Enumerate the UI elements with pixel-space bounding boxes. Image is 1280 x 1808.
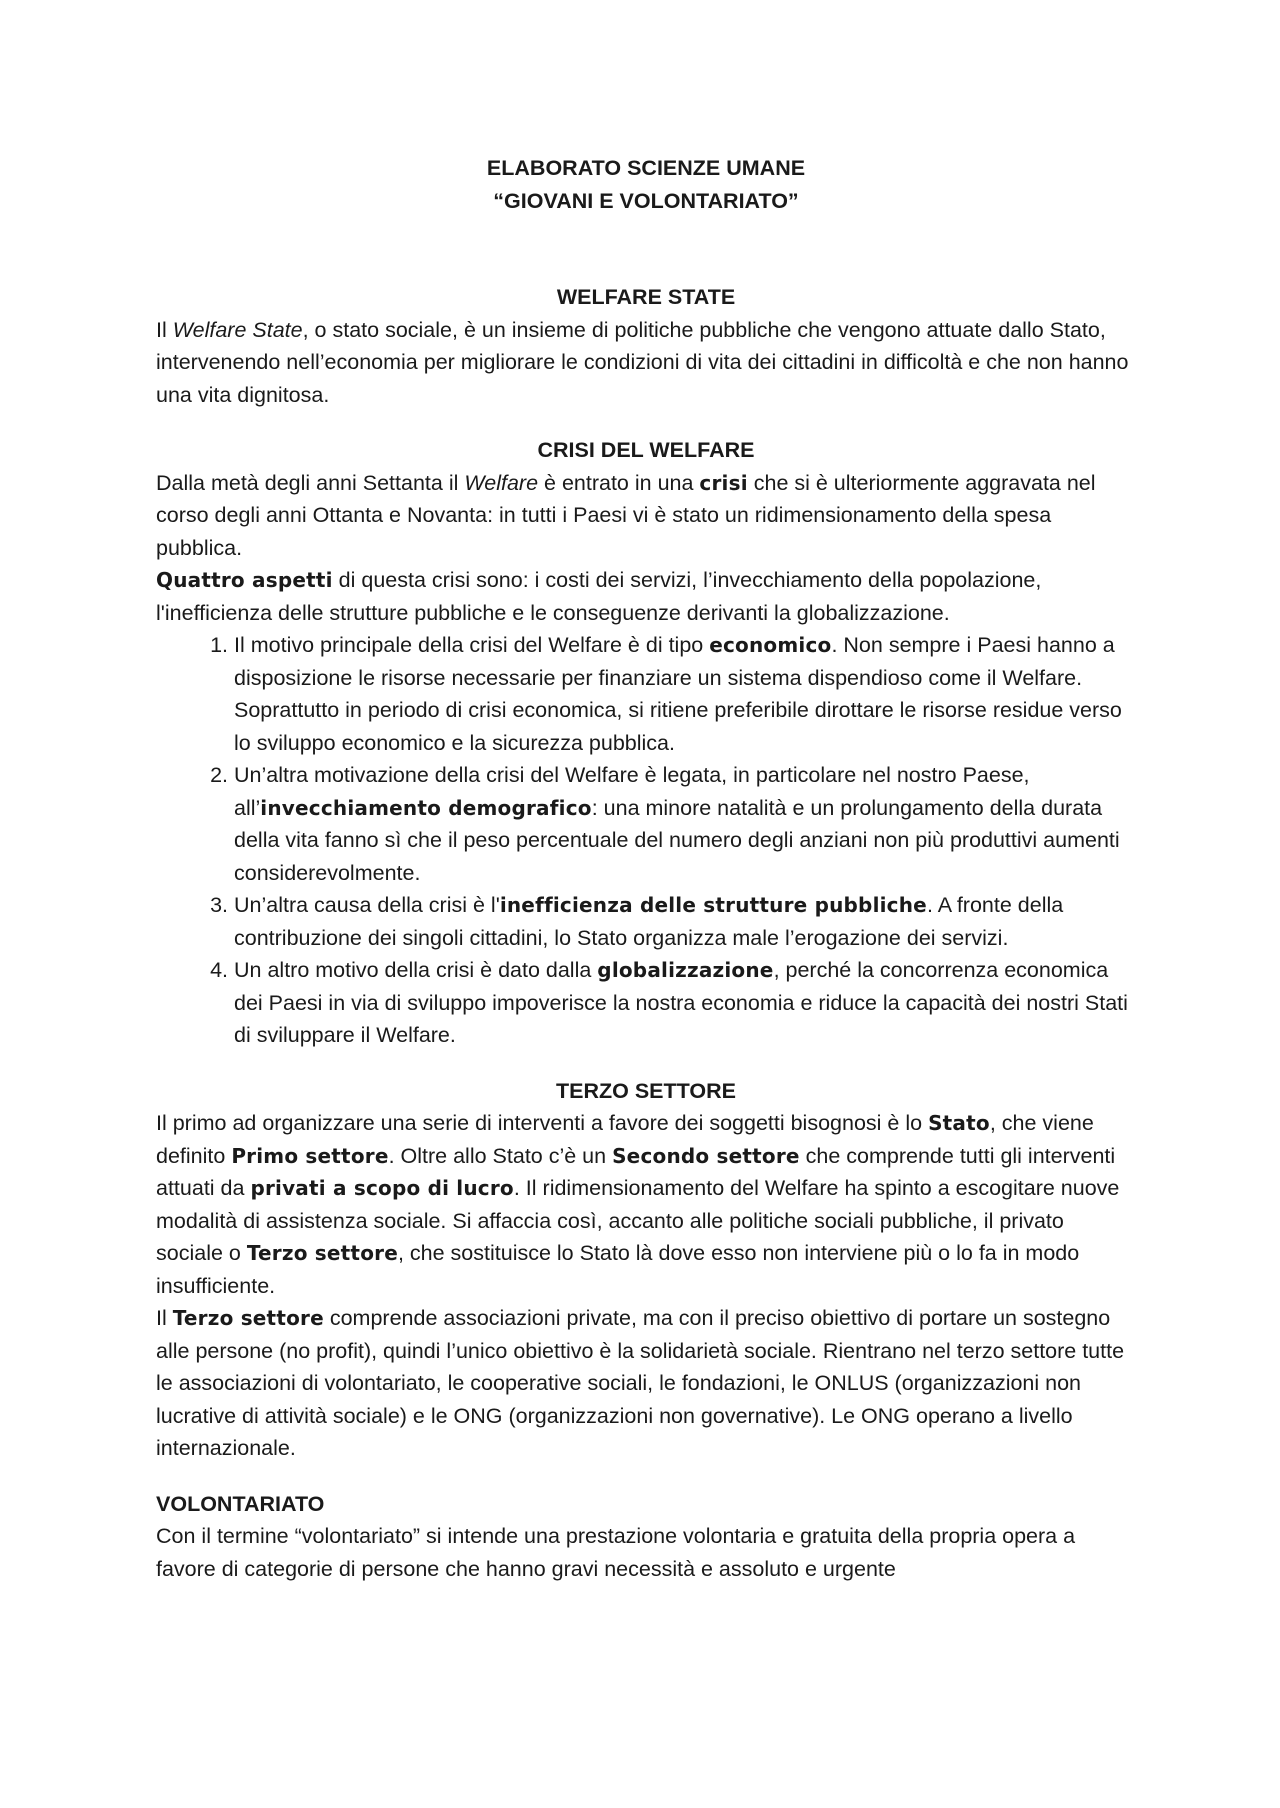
paragraph-terzo-1: Il primo ad organizzare una serie di interventi a favore dei soggetti bisognosi è lo Stato, che viene definito Primo settore. Oltre allo Stato c’è un Secondo settore che comprende tutti gli interventi attuati da privati a scopo di lucro. Il ridimensionamento del Welfare ha spinto a escogitare nuove modalità di assistenza sociale. Si affaccia così, accanto alle politiche sociali pubbliche, il privato sociale o Terzo settore, che sostituisce lo Stato là dove esso non interviene più o lo fa in modo insufficiente. [156,1111,1120,1298]
document-subtitle: “GIOVANI E VOLONTARIATO” [493,188,799,213]
paragraph-terzo-2: Il Terzo settore comprende associazioni private, ma con il preciso obiettivo di portare un sostegno alle persone (no profit), quindi l’unico obiettivo è la solidarietà sociale. Rientrano nel terzo settore tutte le associazioni di volontariato, le cooperative sociali, le fondazioni, le ONLUS (organizzazioni non lucrative di attività sociale) e le ONG (organizzazioni non governative). Le ONG operano a livello internazionale. [156,1306,1125,1460]
paragraph-welfare-state: Il Welfare State, o stato sociale, è un insieme di politiche pubbliche che vengono attuate dallo Stato, intervenendo nell’economia per migliorare le condizioni di vita dei cittadini in difficoltà e che non hanno una vita dignitosa. [156,317,1129,407]
heading-welfare-state: WELFARE STATE [556,285,736,309]
list-item: 4. Un altro motivo della crisi è dato dalla globalizzazione, perché la concorrenza economica dei Paesi in via di sviluppo impoverisce la nostra economia e riduce la capacità dei nostri Stati di sviluppare il Welfare. [234,954,1136,1052]
list-item: 2. Un’altra motivazione della crisi del Welfare è legata, in particolare nel nostro Paese, all’invecchiamento demografico: una minore natalità e un prolungamento della durata della vita fanno sì che il peso percentuale del numero degli anziani non più produttivi aumenti considerevolmente. [234,759,1136,889]
paragraph-crisi-1: Dalla metà degli anni Settanta il Welfare è entrato in una crisi che si è ulteriormente aggravata nel corso degli anni Ottanta e Novanta: in tutti i Paesi vi è stato un ridimensionamento della spesa pubblica. [156,470,1096,560]
section-welfare-state [156,281,1136,411]
section-volontariato [156,1488,1136,1586]
heading-terzo-settore: TERZO SETTORE [556,1078,736,1103]
section-crisi-welfare [156,434,1136,1052]
section-terzo-settore [156,1075,1136,1465]
document-title: ELABORATO SCIENZE UMANE [486,156,806,180]
document-page [156,152,1136,1585]
crisi-list [156,629,1136,1052]
list-item: 1. Il motivo principale della crisi del Welfare è di tipo economico. Non sempre i Paesi hanno a disposizione le risorse necessarie per finanziare un sistema dispendioso come il Welfare. Soprattutto in periodo di crisi economica, si ritiene preferibile dirottare le risorse residue verso lo sviluppo economico e la sicurezza pubblica. [234,629,1136,759]
paragraph-crisi-2: Quattro aspetti di questa crisi sono: i costi dei servizi, l’invecchiamento della popolazione, l'inefficienza delle strutture pubbliche e le conseguenze derivanti la globalizzazione. [156,568,1042,625]
paragraph-volontariato: Con il termine “volontariato” si intende una prestazione volontaria e gratuita della propria opera a favore di categorie di persone che hanno gravi necessità e assoluto e urgente [156,1524,1076,1581]
heading-volontariato: VOLONTARIATO [156,1491,325,1516]
heading-crisi-welfare: CRISI DEL WELFARE [537,438,755,462]
list-item: 3. Un’altra causa della crisi è l'inefficienza delle strutture pubbliche. A fronte della contribuzione dei singoli cittadini, lo Stato organizza male l’erogazione dei servizi. [234,889,1136,954]
